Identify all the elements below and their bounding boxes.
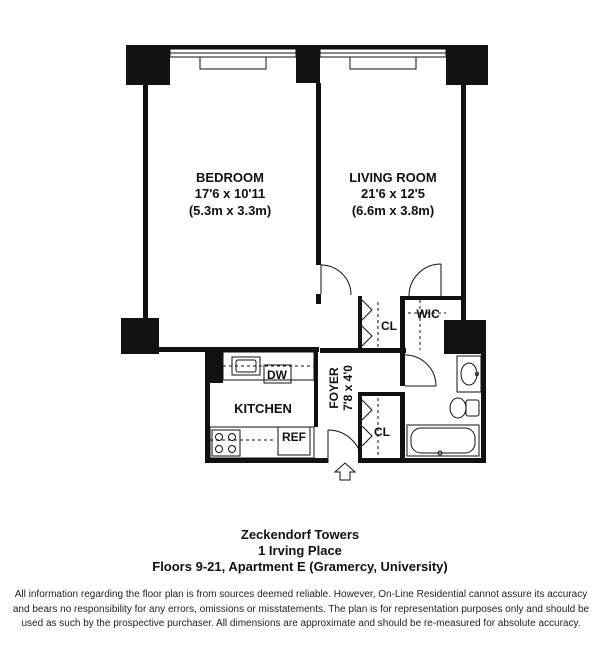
wall-partition-lower: [316, 294, 321, 304]
building-address: 1 Irving Place: [258, 543, 342, 558]
wall-closet-upper: [358, 296, 362, 352]
door-closet-lower: [362, 400, 372, 446]
column-top-left: [126, 45, 170, 85]
bedroom-dims-metric: (5.3m x 3.3m): [188, 203, 272, 218]
living-room-label: LIVING ROOM: [349, 170, 437, 185]
foyer-label-group: [327, 365, 355, 411]
bedroom-label: BEDROOM: [196, 170, 264, 185]
column-top-right: [446, 45, 488, 85]
wall-foyer-bottom: [362, 458, 486, 463]
foyer-label: FOYER: [327, 367, 341, 409]
door-bedroom: [321, 265, 351, 295]
walls: [121, 45, 488, 463]
column-bottom-right: [444, 320, 486, 354]
kitchen-label: KITCHEN: [234, 401, 292, 416]
dishwasher-label: DW: [267, 368, 287, 382]
closet-upper-label: CL: [381, 319, 397, 333]
top-wall-strip: [320, 45, 446, 49]
column-top-middle: [296, 45, 320, 83]
door-entry: [328, 430, 362, 463]
wall-kitchen-left: [205, 347, 210, 463]
wall-bedroom-bottom: [159, 347, 319, 352]
bath-fixtures: [407, 356, 481, 456]
wall-closet-wic: [400, 296, 405, 354]
building-name: Zeckendorf Towers: [240, 527, 360, 542]
door-bath: [405, 355, 436, 386]
wall-partition: [316, 83, 321, 265]
column-bottom-left: [121, 318, 159, 354]
disclaimer-text: All information regarding the floor plan is from sources deemed reliable. However, On-Line Residential cannot assure its accuracy and bears no responsibility for any errors, omissions or misstatements. The plan is for representation purposes only and should be used as such by the prospective purchaser. All dimensions are approximate and should be re-measured for absolute accuracy.: [12, 589, 590, 629]
living-room-dims-metric: (6.6m x 3.8m): [351, 203, 435, 218]
window-shade-bedroom: [200, 57, 266, 69]
wall-kitchen-right: [314, 352, 318, 427]
wall-bath-left: [400, 354, 405, 386]
unit-description: Floors 9-21, Apartment E (Gramercy, University): [152, 559, 448, 574]
wall-kitchen-bottom: [205, 458, 328, 463]
entry-arrow-icon: [335, 463, 355, 480]
wall-bath-left-lower: [400, 395, 405, 463]
stove-icon: [212, 430, 240, 456]
wall-living-bottom: [400, 296, 461, 300]
walk-in-closet-label: WIC: [416, 307, 440, 321]
foyer-dims: 7'8 x 4'0: [341, 365, 355, 411]
wall-bath-right: [481, 352, 486, 463]
window-shade-living: [350, 57, 416, 69]
bathtub-icon: [407, 425, 479, 456]
closet-lower-label: CL: [374, 425, 390, 439]
wall-foyer-divider: [320, 348, 406, 353]
wall-right: [461, 85, 466, 321]
basin-icon: [461, 363, 477, 385]
door-walk-in-closet: [409, 264, 441, 296]
door-closet-upper: [362, 300, 372, 346]
refrigerator-label: REF: [282, 430, 306, 444]
living-room-dims: 21'6 x 12'5: [360, 186, 426, 201]
toilet-icon: [450, 398, 466, 418]
top-wall-strip: [170, 45, 296, 49]
wall-closet-lower-top: [358, 392, 405, 396]
wall-left: [143, 85, 148, 320]
bedroom-dims: 17'6 x 10'11: [194, 186, 266, 201]
